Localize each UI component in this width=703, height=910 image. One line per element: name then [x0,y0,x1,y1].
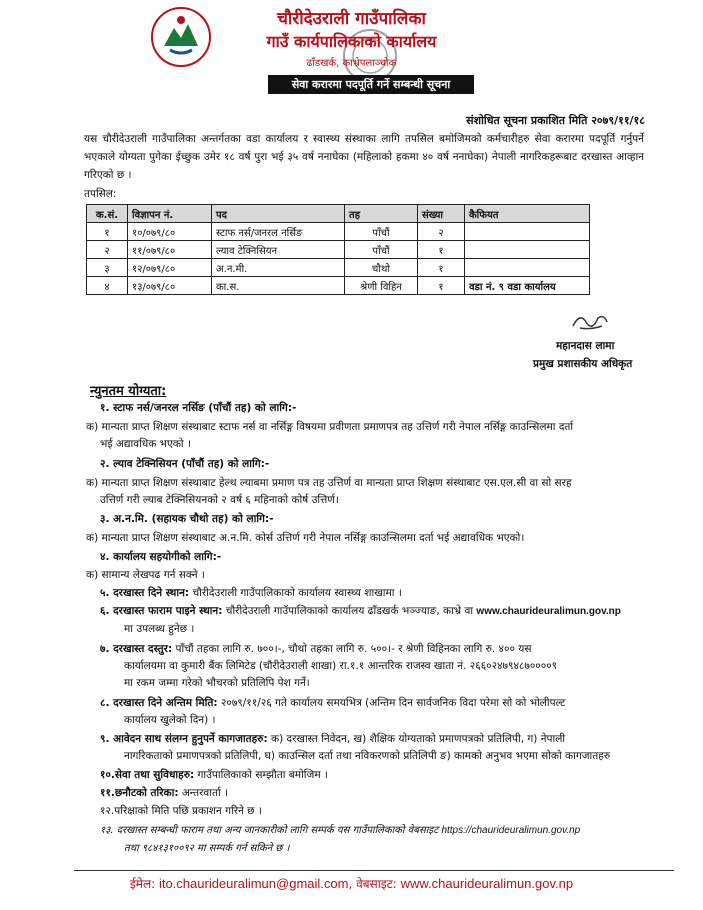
table-row [87,259,590,277]
table-cell: ११/०७९/८० [128,241,212,259]
item-13-line: तथा ९८४१३१००९२ मा सम्पर्क गर्न सकिने छ । [124,843,290,854]
table-cell: का.स. [212,277,345,295]
item-7-line: मा रकम जम्मा गरेको भौचरको प्रतिलिपि पेश गर्ने। [124,677,310,689]
table-cell: १ [418,277,465,295]
req1-line: क) मान्यता प्राप्त शिक्षण संस्थाबाट स्टाफ नर्स वा नर्सिङ्ग विषयमा प्रवीणता प्रमाणपत्र तह उत्तिर्ण गरी नेपाल नर्सिङ्ग काउन्सिलमा दर्ता [86,421,574,433]
table-cell: श्रेणी विहिन [345,277,418,295]
req2-line: उत्तिर्ण गरी ल्याब टेक्निसियनको २ वर्ष ६ महिनाको कोर्ष उत्तिर्ण। [100,494,339,506]
item-8: ८. दरखास्त दिने अन्तिम मिति: २०७९/११/२६ गते कार्यालय समयभित्र (अन्तिम दिन सार्वजनिक विदा परेमा सो को भोलीपल्ट [100,697,566,709]
table-cell: पाँचौं [345,241,418,259]
item-6: ६. दरखास्त फाराम पाइने स्थान: चौरीदेउराली गाउँपालिकाको कार्यालय ढाँडखर्क भञ्ज्याङ, काभ्रे वा www.chaurideuralimun.gov.np [100,605,621,617]
item-9: ९. आवेदन साथ संलग्न हुनुपर्ने कागजातहरु: क) दरखास्त निवेदन, ख) शैक्षिक योग्यताको प्रमाणपत्रको प्रतिलिपी, ग) नेपाली [100,733,566,745]
item-7: ७. दरखास्त दस्तुर: पाँचौं तहका लागि रु. ७००।-, चौथो तहका लागि रु. ५००।- र श्रेणी विहिनका लागि रु. ४०० यस [100,643,532,655]
table-cell: १ [418,241,465,259]
table-row [87,223,590,241]
req4-line: क) सामान्य लेखपढ गर्न सक्ने । [86,569,205,581]
table-row [87,241,590,259]
col-header: कैफियत [465,205,590,223]
item-12: १२.परिक्षाको मिति पछि प्रकाशन गरिने छ । [100,805,262,817]
publish-date: संशोधित सूचना प्रकाशित मिति २०७९/११/१८ [466,114,645,127]
requirements-heading: न्युनतम योग्यता: [90,384,167,399]
req3-heading: ३. अ.न.मि. (सहायक चौथो तह) को लागि:- [100,513,274,525]
footer: ईमेल: ito.chaurideuralimun@gmail.com, वेबसाइट: www.chaurideuralimun.gov.np [129,876,574,891]
office-subtitle: गाउँ कार्यपालिकाको कार्यालय [266,32,437,51]
table-cell: २ [418,223,465,241]
table-cell: २ [87,241,128,259]
table-cell: ल्याव टेक्निसियन [212,241,345,259]
notice-banner: सेवा करारमा पदपूर्ति गर्ने सम्बन्धी सूचना [268,75,474,94]
table-cell: अ.न.मी. [212,259,345,277]
table-cell: १२/०७९/८० [128,259,212,277]
table-cell [465,259,590,277]
col-header: क.सं. [87,205,128,223]
table-cell [465,223,590,241]
item-13: १३. दरखास्त सम्बन्धी फाराम तथा अन्य जानकारीको लागि सम्पर्क यस गाउँपालिकाको वेबसाइट https://chaurideuralimun.gov.np [100,825,581,836]
table-cell: स्टाफ नर्स/जनरल नर्सिङ [212,223,345,241]
table-cell: वडा नं. ९ वडा कार्यालय [465,277,590,295]
table-cell: चौथो [345,259,418,277]
signatory-name: महानदास लामा [556,340,615,352]
table-cell: १०/०७९/८० [128,223,212,241]
office-name: चौरीदेउराली गाउँपालिका [277,9,426,29]
table-cell: पाँचौं [345,223,418,241]
table-cell: १ [418,259,465,277]
req3-line: क) मान्यता प्राप्त शिक्षण संस्थाबाट अ.न.मि. कोर्स उत्तिर्ण गरी नेपाल नर्सिङ्ग काउन्सिलमा दर्ता भई अद्यावधिक भएको। [86,532,525,544]
item-11: ११.छनौटको तरिका: अन्तरवार्ता । [100,787,228,799]
table-cell: ४ [87,277,128,295]
table-label: तपसिल: [84,188,117,200]
item-10: १०.सेवा तथा सुविधाहरु: गाउँपालिकाको सम्झौता बमोजिम । [100,769,328,781]
col-header: तह [345,205,418,223]
table-cell: १ [87,223,128,241]
table-header-row [87,205,590,223]
item-7-line: कार्यालयमा वा कुमारी बैंक लिमिटेड (चौरीदेउराली शाखा) रा.१.१ आन्तरिक राजस्व खाता नं. २६६०२४७९४८७००००९ [124,660,558,672]
item-5: ५. दरखास्त दिने स्थान: चौरीदेउराली गाउँपालिकाको कार्यालय स्वास्थ्य शाखामा । [100,587,402,599]
table-cell: १३/०७९/८० [128,277,212,295]
req2-heading: २. ल्याव टेक्निसियन (पाँचौं तह) को लागि:- [100,458,270,470]
item-8-line: कार्यालय खुलेको दिन) । [124,714,216,726]
vacancy-table [86,204,590,295]
table-cell [465,241,590,259]
req1-line: भई अद्यावधिक भएको । [100,438,191,450]
req2-line: क) मान्यता प्राप्त शिक्षण संस्थाबाट हेल्थ ल्याबमा प्रमाण पत्र तह उत्तिर्ण वा मान्यता प्राप्त शिक्षण संस्थाबाट एस.एल.सी वा सो सरह [86,477,572,489]
signature-icon [570,308,610,334]
footer-divider [74,870,674,871]
footer-website[interactable]: www.chaurideuralimun.gov.np [400,876,574,891]
signatory-title: प्रमुख प्रशासकीय अधिकृत [533,358,633,370]
website-link[interactable]: www.chaurideuralimun.gov.np [476,606,621,617]
col-header: संख्या [418,205,465,223]
col-header: पद [212,205,345,223]
col-header: विज्ञापन नं. [128,205,212,223]
table-row [87,277,590,295]
office-address: ढाँडखर्क, काभ्रेपलाञ्चोक [306,58,397,69]
req1-heading: १. स्टाफ नर्स/जनरल नर्सिङ (पाँचौं तह) को लागि:- [100,402,297,414]
table-cell: ३ [87,259,128,277]
website-link-2[interactable]: https://chaurideuralimun.gov.np [441,825,581,836]
item-9-line: नागरिकताको प्रमाणपत्रको प्रतिलिपी, घ) काउन्सिल दर्ता तथा नविकरणको प्रतिलिपी ङ) कामको अनुभव भएमा सोको कागजातहरु [124,750,611,762]
footer-email[interactable]: ito.chaurideuralimun@gmail.com [158,876,349,891]
intro-paragraph: यस चौरीदेउराली गाउँपालिका अन्तर्गतका वडा कार्यालय र स्वास्थ्य संस्थाका लागि तपसिल बमोजिमको कर्मचारीहरु सेवा करारमा पदपूर्ति गर्नुपर्ने भएकाले योग्यता पुगेका ईच्छुक उमेर १८ वर्ष पुरा भई ३५ वर्ष ननाघेका (महिलाको हकमा ४० वर्ष ननाघेका) नेपाली नागरिकहरूबाट दरखास्त आव्हान गरिएको छ । [84,133,644,181]
item-6-line: मा उपलब्ध हुनेछ । [124,623,195,635]
req4-heading: ४. कार्यालय सहयोगीको लागि:- [100,551,222,563]
